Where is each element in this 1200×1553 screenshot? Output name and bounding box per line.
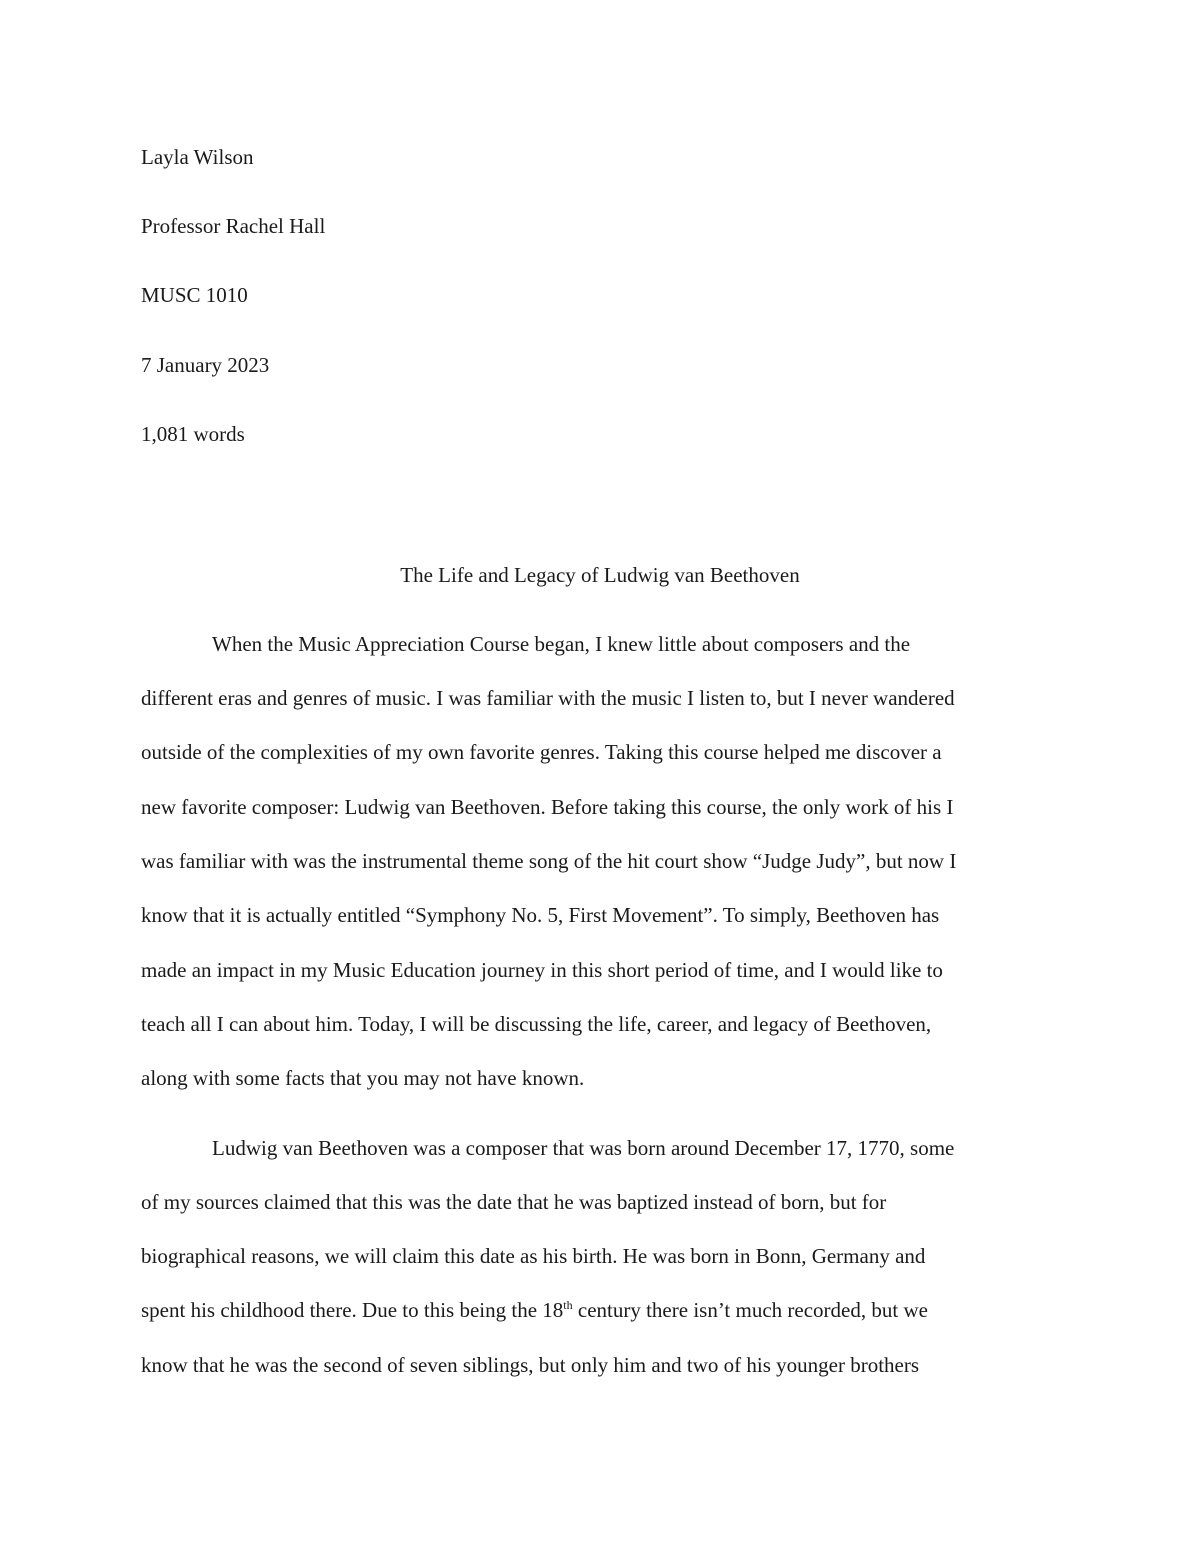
- paragraph-line: was familiar with was the instrumental theme song of the hit court show “Judge Judy”, but now I: [141, 849, 957, 873]
- essay-title: The Life and Legacy of Ludwig van Beethoven: [400, 563, 800, 587]
- paragraph-line: along with some facts that you may not have known.: [141, 1066, 585, 1090]
- paragraph-line: outside of the complexities of my own favorite genres. Taking this course helped me discover a: [141, 740, 942, 764]
- student-name: Layla Wilson: [141, 145, 254, 169]
- paragraph-line: new favorite composer: Ludwig van Beethoven. Before taking this course, the only work of his I: [141, 795, 954, 819]
- paragraph-line: Ludwig van Beethoven was a composer that was born around December 17, 1770, some: [212, 1136, 955, 1160]
- line-text: spent his childhood there. Due to this being the 18: [141, 1298, 564, 1322]
- paragraph-line: know that he was the second of seven siblings, but only him and two of his younger brothers: [141, 1353, 920, 1377]
- paragraph-line: different eras and genres of music. I was familiar with the music I listen to, but I never wandered: [141, 686, 955, 710]
- paragraph-line: [141, 1298, 928, 1322]
- paragraph-line: When the Music Appreciation Course began, I knew little about composers and the: [212, 632, 911, 656]
- paragraph-line: of my sources claimed that this was the date that he was baptized instead of born, but for: [141, 1190, 887, 1214]
- date: 7 January 2023: [141, 353, 270, 377]
- course-code: MUSC 1010: [141, 283, 248, 307]
- paragraph-line: know that it is actually entitled “Symphony No. 5, First Movement”. To simply, Beethoven has: [141, 903, 940, 927]
- paragraph-line: biographical reasons, we will claim this date as his birth. He was born in Bonn, Germany and: [141, 1244, 926, 1268]
- paragraph-line: teach all I can about him. Today, I will be discussing the life, career, and legacy of Beethoven,: [141, 1012, 932, 1036]
- professor-name: Professor Rachel Hall: [141, 214, 326, 238]
- superscript-ordinal: th: [563, 1298, 573, 1312]
- line-text: century there isn’t much recorded, but we: [572, 1298, 928, 1322]
- paragraph-line: made an impact in my Music Education journey in this short period of time, and I would like to: [141, 958, 943, 982]
- word-count: 1,081 words: [141, 422, 245, 446]
